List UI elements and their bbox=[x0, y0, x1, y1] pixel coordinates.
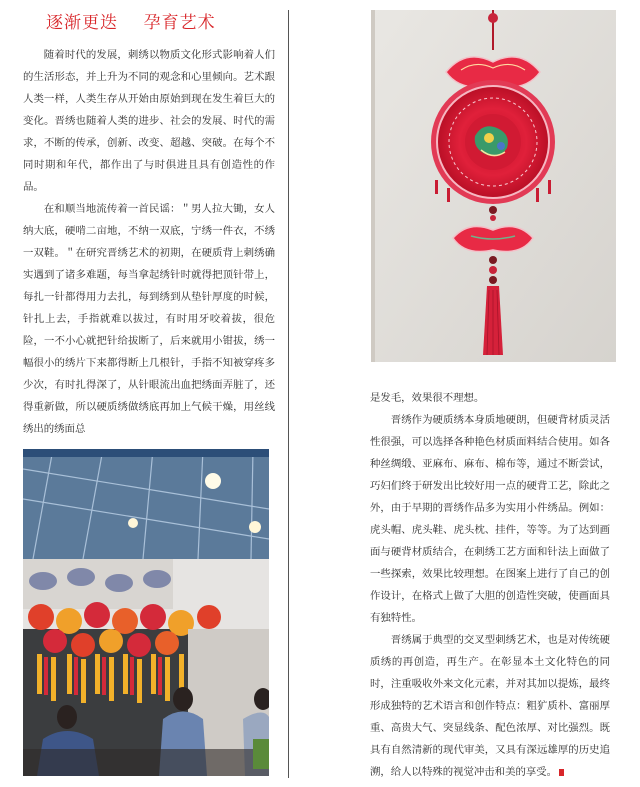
end-mark-icon bbox=[559, 769, 564, 776]
right-column bbox=[370, 387, 610, 783]
paragraph-1: 随着时代的发展，刺绣以物质文化形式影响着人们的生活形态，并上升为不同的观念和心里倾向。艺术跟人类一样，人类生存从开始由原始到现在发生着巨大的变化。晋绣也随着人类的进步、社会的发展、时代的需求，不断的传承，创新、改变、超越、突破。在每个不同时期和年代，都作出了与时俱进且具有创造性的作品。 bbox=[23, 49, 275, 193]
paragraph-2: 在和顺当地流传着一首民谣：＂男人拉大锄，女人纳大底，硬啃二亩地，不纳一双底，宁绣一件衣，不绣一双鞋。＂在研究晋绣艺术的初期，在硬质背上刺绣确实遇到了诸多难题，每当拿起绣针时就得把顶针带上，每扎一针都得用力去扎，每到绣到从垫针厚度的时候，针扎上去，手指就难以拔过，有时用牙咬着拔，很危险，一不小心就把针给拔断了，后来就用小钳拔，绣一幅很小的绣片下来都得断上几根针，手指不知被穿疼多少次，有时扎得深了，从针眼流出血把绣面弄脏了，还得重新做，所以硬质绣做绣底再加上气候干燥，用丝线绣出的绣面总 bbox=[23, 203, 275, 435]
exhibition-photo bbox=[23, 449, 269, 776]
hanging-photo-image bbox=[371, 10, 616, 362]
paragraph-5-text: 晋绣属于典型的交叉型刺绣艺术，也是对传统硬质绣的再创造，再生产。在彰显本土文化特色的同时，注重吸收外来文化元素，并对其加以提炼，最终形成独特的艺术语言和创作特点：粗犷质朴、富丽厚重、高贵大气、突显线条、配色浓厚、对比强烈。既具有自然清新的现代审美，又具有深远雄厚的历史追溯，给人以特殊的视觉冲击和美的享受。 bbox=[370, 634, 610, 778]
paragraph-4: 晋绣作为硬质绣本身质地硬朗，但硬背材质灵活性很强，可以选择各种艳色材质面料结合使用。如各种丝绸缎、亚麻布、麻布、棉布等，通过不断尝试，巧妇们终于研发出比较好用一点的硬背工艺，除此之外，由于早期的晋绣作品多为实用小件绣品。例如：虎头帽、虎头鞋、虎头枕、挂件，等等。为了达到画面与硬背材质结合，在刺绣工艺方面和针法上面做了一些探索，效果比较理想。在图案上进行了自己的创作设计，在格式上做了大胆的创造性突破，使画面具有独特性。 bbox=[370, 414, 610, 624]
left-column bbox=[23, 44, 275, 440]
paragraph-5 bbox=[370, 629, 610, 783]
paragraph-3: 是发毛，效果很不理想。 bbox=[370, 392, 485, 404]
hanging-photo bbox=[371, 10, 616, 362]
article-title: 逐渐更迭 孕育艺术 bbox=[46, 13, 216, 33]
exhibition-photo-image bbox=[23, 449, 269, 776]
column-divider bbox=[288, 10, 289, 778]
